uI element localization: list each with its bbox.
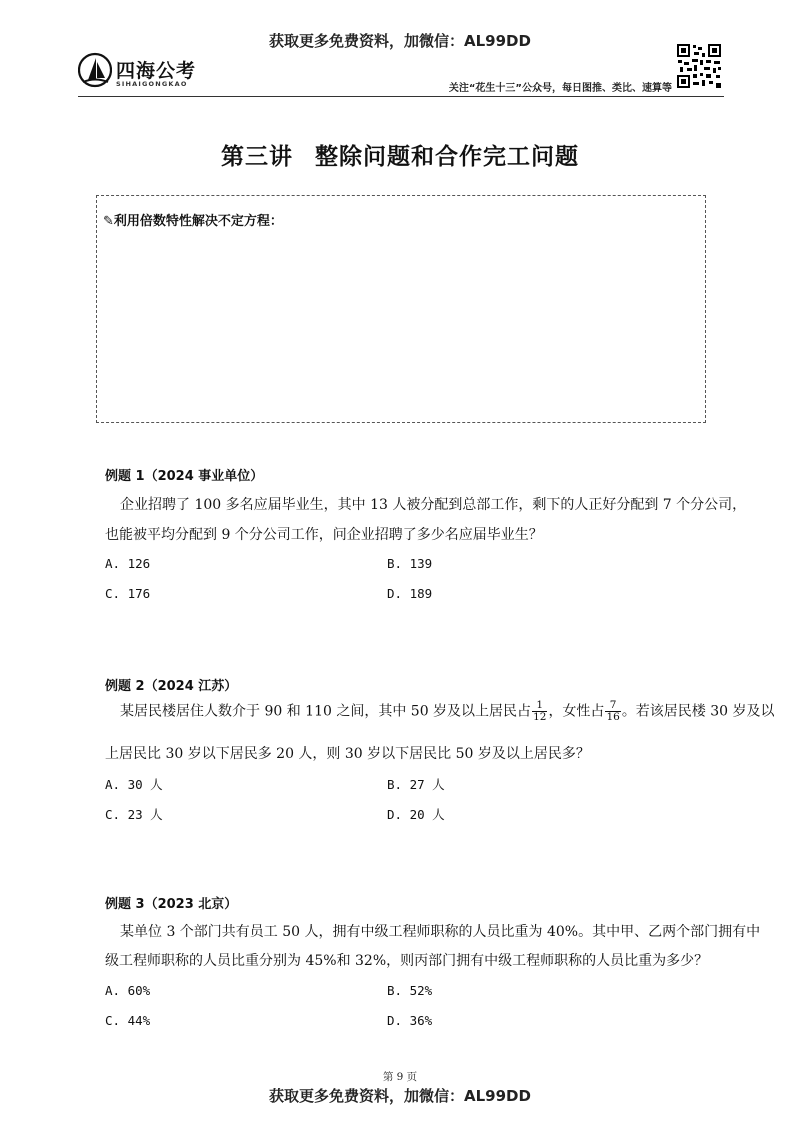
fraction-seven-sixteenths xyxy=(605,700,620,723)
example-3-question-line-1: 某单位 3 个部门共有员工 50 人，拥有中级工程师职称的人员比重为 40%。其中甲、乙两个部门拥有中 xyxy=(120,924,761,940)
fraction-numerator: 1 xyxy=(532,700,547,712)
brand-name: 四海公考 xyxy=(116,60,197,82)
title-topic: 整除问题和合作完工问题 xyxy=(315,144,579,170)
page-title xyxy=(0,138,800,171)
example-2-option-b: B. 27 人 xyxy=(387,777,445,792)
example-2-question-line-2: 上居民比 30 岁以下居民多 20 人，则 30 岁以下居民比 50 岁及以上居民多？ xyxy=(105,746,590,762)
page-number: 第 9 页 xyxy=(382,1071,418,1083)
note-box xyxy=(96,195,706,423)
example-3-option-c: C. 44% xyxy=(105,1013,151,1028)
example-1-question-line-2: 也能被平均分配到 9 个分公司工作，问企业招聘了多少名应届毕业生？ xyxy=(105,527,543,543)
example-2-text-a: 某居民楼居住人数介于 90 和 110 之间，其中 50 岁及以上居民占 xyxy=(120,703,532,720)
qr-code-icon xyxy=(676,43,722,89)
note-box-label: ✎利用倍数特性解决不定方程： xyxy=(103,214,283,229)
sail-logo-icon xyxy=(78,52,112,88)
header-divider xyxy=(78,96,724,97)
example-1-option-a: A. 126 xyxy=(105,556,151,571)
example-2-question-line-1 xyxy=(120,699,775,723)
fraction-denominator: 12 xyxy=(533,711,547,723)
example-1-option-b: B. 139 xyxy=(387,556,433,571)
example-3-option-d: D. 36% xyxy=(387,1013,433,1028)
brand-logo xyxy=(78,52,228,96)
example-1-option-d: D. 189 xyxy=(387,586,433,601)
example-2-title: 例题 2（2024 江苏） xyxy=(105,679,238,694)
example-3-question-line-2: 级工程师职称的人员比重分别为 45%和 32%，则丙部门拥有中级工程师职称的人员比重为多少？ xyxy=(105,953,709,969)
example-2-option-a: A. 30 人 xyxy=(105,777,163,792)
example-2-option-d: D. 20 人 xyxy=(387,807,445,822)
example-1-title: 例题 1（2024 事业单位） xyxy=(105,469,264,484)
fraction-one-twelfth xyxy=(532,700,547,723)
brand-subtitle: SIHAIGONGKAO xyxy=(116,80,188,88)
example-3-option-b: B. 52% xyxy=(387,983,433,998)
example-3-title: 例题 3（2023 北京） xyxy=(105,897,238,912)
example-1-option-c: C. 176 xyxy=(105,586,151,601)
promo-banner-top: 获取更多免费资料，加微信：AL99DD xyxy=(269,32,531,50)
example-2-option-c: C. 23 人 xyxy=(105,807,163,822)
title-lecture-number: 第三讲 xyxy=(221,144,293,170)
example-2-text-b: ，女性占 xyxy=(548,703,605,720)
promo-banner-bottom: 获取更多免费资料，加微信：AL99DD xyxy=(269,1087,531,1105)
fraction-denominator: 16 xyxy=(606,711,620,723)
header-note: 关注“花生十三”公众号，每日图推、类比、速算等 xyxy=(448,83,672,94)
example-3-option-a: A. 60% xyxy=(105,983,151,998)
fraction-numerator: 7 xyxy=(605,700,620,712)
example-2-text-c: 。若该居民楼 30 岁及以 xyxy=(621,703,775,720)
example-1-question-line-1: 企业招聘了 100 多名应届毕业生，其中 13 人被分配到总部工作，剩下的人正好分配到 7 个分公司， xyxy=(120,497,747,513)
